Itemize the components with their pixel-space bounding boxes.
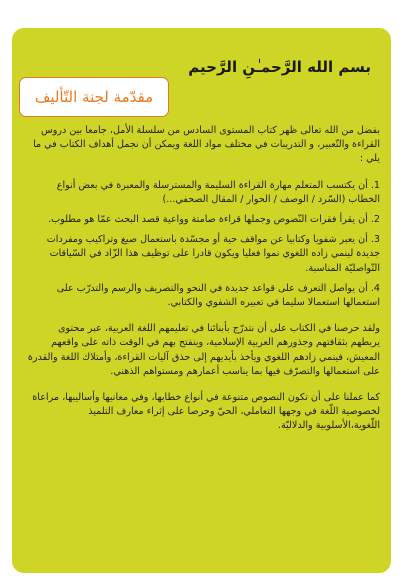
body-text <box>26 124 380 446</box>
content-panel <box>12 28 391 573</box>
body-paragraph: ولقد حرصنا في الكتاب على أن نتدرّج بأبنائنا في تعليمهم اللغة العربية، عبر محتوى يربطهم بثقافتهم وجذورهم العربية الإسلامية، وينفتح بهم في الوقت ذاته على واقعهم المعيش، فينمي زادهم اللغوي ويأخذ بأيديهم إلى حذق آليات القراءة، وأمتلاك اللغة والقدرة على استعمالها والتصرّف فيها بما يناسب أعمارهم ومستواهم الذهني. <box>27 323 380 377</box>
body-paragraph: كما عملنا على أن تكون النصوص متنوعة في أنواع خطابها، وفي معانيها وأساليبها، مراعاة لخصوصية اللّغة في وجهها التعاملي، الحيّ وحرصا على إثراء معارف التلميذ اللّغوية،الأسلوبية والدلاليّة. <box>32 392 380 432</box>
goal-item: 4. أن يواصل التعرف على قواعد جديدة في النحو والتصريف والرسم والتدرّب على استعمالها استعمالا سليما في تعبيره الشفوي والكتابي. <box>56 282 380 309</box>
section-title: مقدّمة لجنة التّأليف <box>19 77 169 117</box>
basmala-heading: بسم الله الرَّحمـٰنِ الرَّحيم <box>188 58 371 76</box>
goal-item: 2. أن يقرأ فقرات النّصوص وجملها قراءة صامتة وواعية قصد البحث عمّا هو مطلوب. <box>48 214 380 226</box>
goal-item: 1. أن يكتسب المتعلم مهارة القراءة السليمة والمسترسلة والمعبرة في بعض أنواع الخطاب (السّرد / الوصف / الحوار / المقال الصحفي...) <box>56 179 380 205</box>
goal-item: 3. أن يعبر شفويا وكتابيا عن مواقف حية أو مجسّدة باستعمال صيغ وتراكيب ومفردات جديدة لينمي زاده اللغوي نموا فعليا ويكون قادرا على توظيف هذا الزّاد في السّياقات التّواصليّة المناسبة. <box>46 234 380 274</box>
intro-paragraph: بفضل من الله تعالى ظهر كتاب المستوى السادس من سلسلة الأمل، جامعا بين دروس القراءة والتّعبير، و التدريبات في مختلف مواد اللغة ويمكن أن نجمل أهداف الكتاب في ما يلي : <box>33 125 380 165</box>
